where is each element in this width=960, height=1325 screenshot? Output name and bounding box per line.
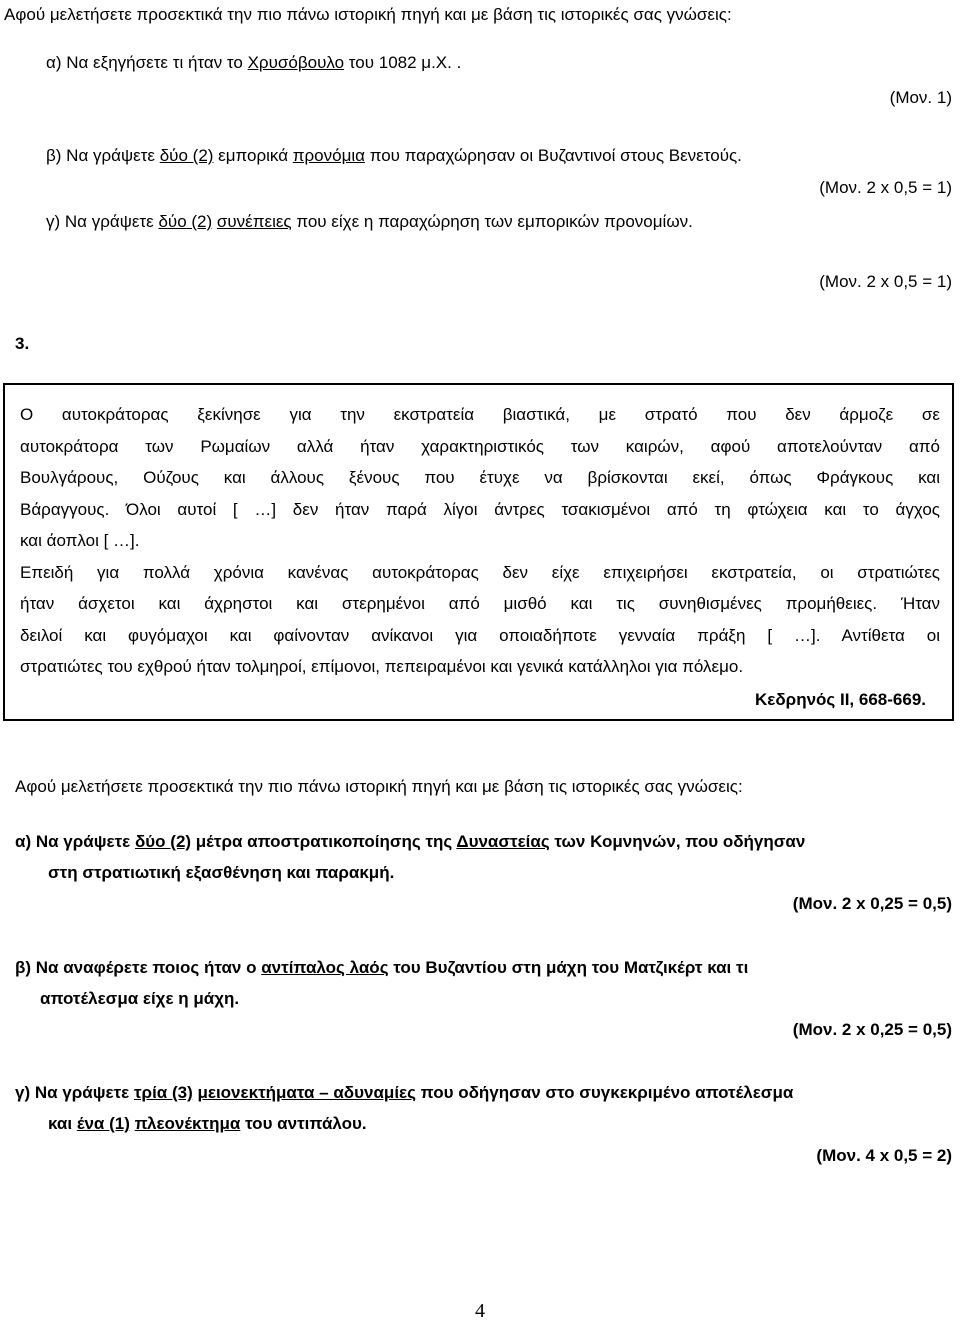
marks-b-c: (Μον. 4 x 0,5 = 2) xyxy=(816,1146,952,1165)
underlined-term: δύο (2) xyxy=(134,832,192,851)
source-line: Επειδή για πολλά χρόνια κανένας αυτοκράτορας δεν είχε επιχειρήσει εκστρατεία, οι στρατιώτες xyxy=(20,562,940,582)
source-line: Βουλγάρους, Ούζους και άλλους ξένους που έτυχε να βρίσκονται εκεί, όπως Φράγκους και xyxy=(20,468,940,487)
part-b-intro: Αφού μελετήσετε προσεκτικά την πιο πάνω ιστορική πηγή και με βάση τις ιστορικές σας γνώσεις: xyxy=(15,777,743,796)
marks-b-a: (Μον. 2 x 0,25 = 0,5) xyxy=(792,894,952,913)
source-box xyxy=(3,383,954,721)
source-line: αυτοκράτορα των Ρωμαίων αλλά ήταν χαρακτηριστικός των καιρών, αφού αποτελούνταν από xyxy=(20,436,940,456)
part-a-intro: Αφού μελετήσετε προσεκτικά την πιο πάνω ιστορική πηγή και με βάση τις ιστορικές σας γνώσεις: xyxy=(4,5,732,24)
question-b-b xyxy=(15,957,748,979)
question-text: των Κομνηνών, που οδήγησαν xyxy=(549,832,806,851)
question-b-a-line2: στη στρατιωτική εξασθένηση και παρακμή. xyxy=(48,863,395,882)
question-text: β) Να γράψετε xyxy=(46,146,160,165)
underlined-term: συνέπειες xyxy=(216,212,292,231)
question-text: και xyxy=(48,1114,77,1133)
question-text: β) Να αναφέρετε ποιος ήταν ο xyxy=(15,958,262,977)
source-text xyxy=(20,399,940,683)
underlined-term: ένα (1) xyxy=(76,1114,130,1133)
marks-b-b: (Μον. 2 x 0,25 = 0,5) xyxy=(792,1020,952,1039)
source-citation: Κεδρηνός ΙΙ, 668-669. xyxy=(755,690,926,709)
underlined-term: αντίπαλος λαός xyxy=(261,958,389,977)
question-b-c-line2 xyxy=(48,1113,367,1135)
source-line: και άοπλοι [ …]. xyxy=(20,531,140,550)
underlined-term: Χρυσόβουλο xyxy=(247,53,345,72)
source-line: Βάραγγους. Όλοι αυτοί [ …] δεν ήταν παρά λίγοι άντρες τσακισμένοι από τη φτώχεια και το άγχος xyxy=(20,499,940,519)
question-text: που οδήγησαν στο συγκεκριμένο αποτέλεσμα xyxy=(415,1083,794,1102)
underlined-term: τρία (3) xyxy=(133,1083,193,1102)
underlined-term: πλεονέκτημα xyxy=(134,1114,241,1133)
marks-c: (Μον. 2 x 0,5 = 1) xyxy=(819,272,952,291)
page-number: 4 xyxy=(475,1300,485,1322)
question-text: μέτρα αποστρατικοποίησης της xyxy=(191,832,457,851)
question-text: γ) Να γράψετε xyxy=(15,1083,134,1102)
question-number: 3. xyxy=(15,334,30,353)
question-c xyxy=(46,211,693,233)
question-b-a xyxy=(15,831,805,853)
question-text: που παραχώρησαν οι Βυζαντινοί στους Βενετούς. xyxy=(365,146,742,165)
question-text: του Βυζαντίου στη μάχη του Ματζικέρτ και τι xyxy=(388,958,749,977)
source-line: δειλοί και φυγόμαχοι και φαίνονταν ανίκανοι για οποιαδήποτε γενναία πράξη [ …]. Αντίθετα οι xyxy=(20,625,940,645)
marks-a: (Μον. 1) xyxy=(889,88,952,107)
source-line: Ο αυτοκράτορας ξεκίνησε για την εκστρατεία βιαστικά, με στρατό που δεν άρμοζε σε xyxy=(20,405,940,424)
source-line: στρατιώτες του εχθρού ήταν τολμηροί, επίμονοι, πεπειραμένοι και γενικά κατάλληλοι για πόλεμο. xyxy=(20,657,744,676)
underlined-term: μειονεκτήματα – αδυναμίες xyxy=(197,1083,416,1102)
question-b-b-line2: αποτέλεσμα είχε η μάχη. xyxy=(40,989,240,1008)
underlined-term: προνόμια xyxy=(292,146,365,165)
question-text: α) Να γράψετε xyxy=(15,832,135,851)
question-text: α) Να εξηγήσετε τι ήταν το xyxy=(46,53,248,72)
question-text: του 1082 μ.Χ. . xyxy=(344,53,462,72)
underlined-term: δύο (2) xyxy=(158,212,213,231)
source-line: ήταν άσχετοι και άχρηστοι και στερημένοι από μισθό και τις συνηθισμένες προμήθειες. Ήταν xyxy=(20,594,940,613)
marks-b: (Μον. 2 x 0,5 = 1) xyxy=(819,178,952,197)
underlined-term: δύο (2) xyxy=(159,146,214,165)
question-text: που είχε η παραχώρηση των εμπορικών προνομίων. xyxy=(291,212,693,231)
question-text: του αντιπάλου. xyxy=(240,1114,367,1133)
question-text: εμπορικά xyxy=(213,146,293,165)
question-b-c xyxy=(15,1082,793,1104)
question-a xyxy=(46,52,461,74)
underlined-term: Δυναστείας xyxy=(456,832,550,851)
question-b xyxy=(46,145,742,167)
question-text: γ) Να γράψετε xyxy=(46,212,159,231)
